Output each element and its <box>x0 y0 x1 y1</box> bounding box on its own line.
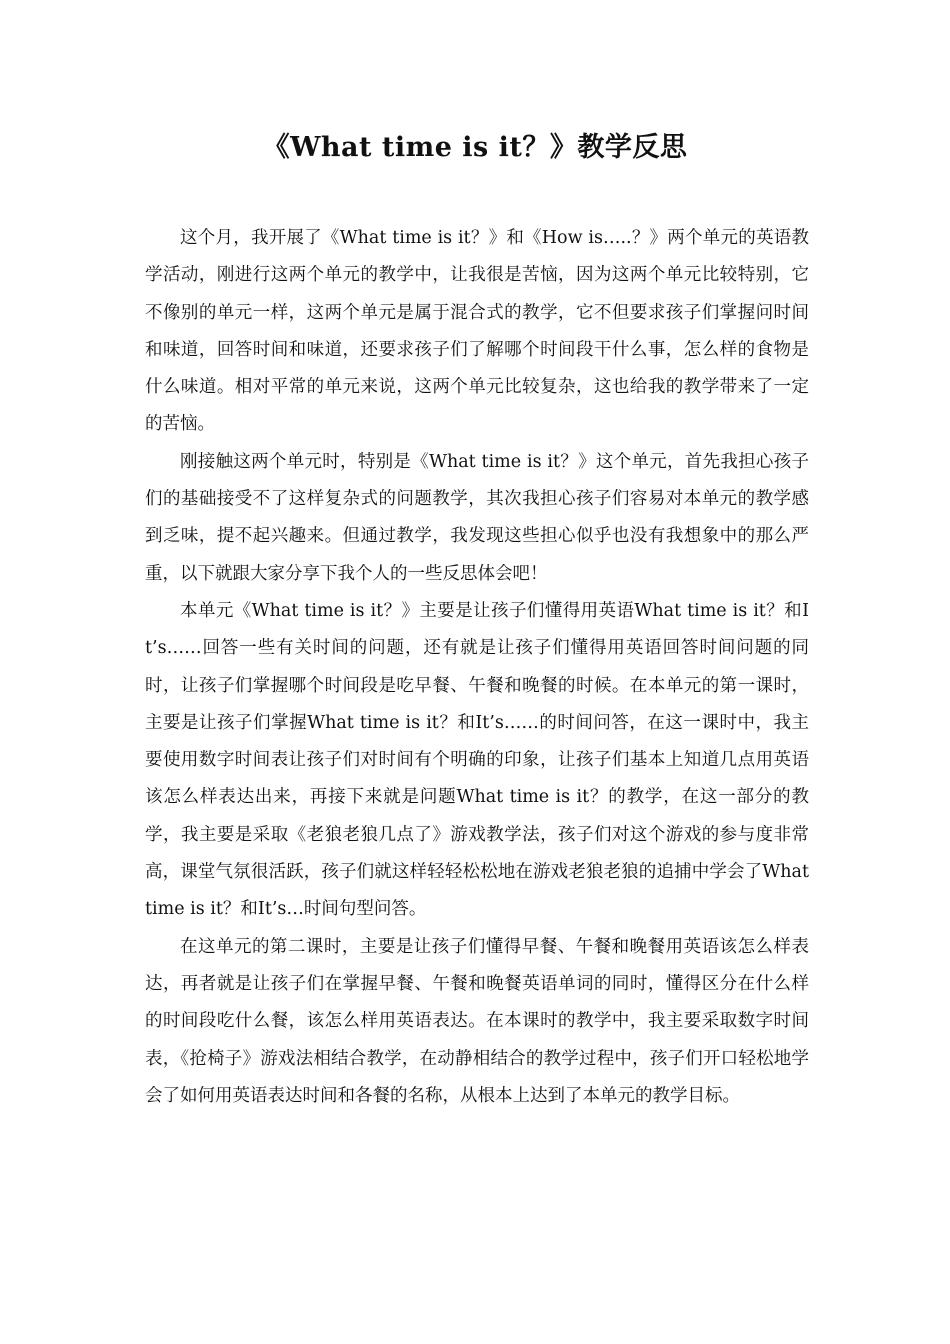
paragraph-1: 这个月，我开展了《What time is it？》和《How is…..？》两个单元的英语教学活动，刚进行这两个单元的教学中，让我很是苦恼，因为这两个单元比较特别，它不像别的单元一样，这两个单元是属于混合式的教学，它不但要求孩子们掌握问时间和味道，回答时间和味道，还要求孩子们了解哪个时间段干什么事，怎么样的食物是什么味道。相对平常的单元来说，这两个单元比较复杂，这也给我的教学带来了一定的苦恼。 <box>145 228 809 435</box>
paragraph-3: 本单元《What time is it？》主要是让孩子们懂得用英语What time is it？和It’s……回答一些有关时间的问题，还有就是让孩子们懂得用英语回答时间问题的同时，让孩子们掌握哪个时间段是吃早餐、午餐和晚餐的时候。在本单元的第一课时，主要是让孩子们掌握What time is it？和It’s……的时间问答，在这一课时中，我主要使用数字时间表让孩子们对时间有个明确的印象，让孩子们基本上知道几点用英语该怎么样表达出来，再接下来就是问题What time is it？的教学，在这一部分的教学，我主要是采取《老狼老狼几点了》游戏教学法，孩子们对这个游戏的参与度非常高，课堂气氛很活跃，孩子们就这样轻轻松松地在游戏老狼老狼的追捕中学会了What time is it？和It’s…时间句型问答。 <box>145 600 809 920</box>
paragraph-2: 刚接触这两个单元时，特别是《What time is it？》这个单元，首先我担心孩子们的基础接受不了这样复杂式的问题教学，其次我担心孩子们容易对本单元的教学感到乏味，提不起兴趣来。但通过教学，我发现这些担心似乎也没有我想象中的那么严重，以下就跟大家分享下我个人的一些反思体会吧！ <box>145 451 809 584</box>
paragraph-4: 在这单元的第二课时，主要是让孩子们懂得早餐、午餐和晚餐用英语该怎么样表达，再者就是让孩子们在掌握早餐、午餐和晚餐英语单词的同时，懂得区分在什么样的时间段吃什么餐，该怎么样用英语表达。在本课时的教学中，我主要采取数字时间表，《抢椅子》游戏法相结合教学，在动静相结合的教学过程中，孩子们开口轻松地学会了如何用英语表达时间和各餐的名称，从根本上达到了本单元的教学目标。 <box>145 936 809 1106</box>
document-title: 《What time is it？》教学反思 <box>262 132 688 163</box>
document-body <box>145 220 809 1115</box>
